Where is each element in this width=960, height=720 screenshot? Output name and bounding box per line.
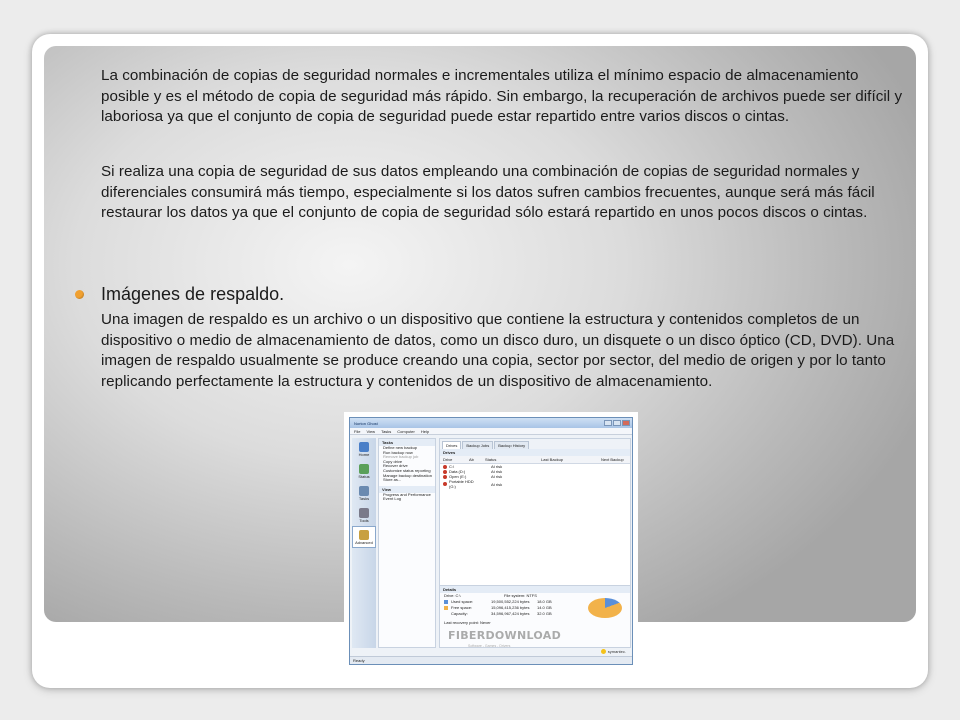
tasks-heading: Tasks: [379, 439, 435, 446]
details-heading: Details: [440, 586, 630, 593]
tab-drives: Drives: [442, 441, 461, 449]
main-tabs: [440, 439, 630, 449]
free-space-size: 14.0 GB: [537, 605, 552, 610]
drive-name: Portable HDD (G:): [449, 479, 474, 489]
drive-name: Open (E:): [449, 474, 467, 479]
app-statusbar: [350, 656, 632, 664]
drive-name: Data (D:): [449, 469, 466, 474]
view-heading: View: [379, 486, 435, 493]
minimize-icon: [604, 420, 612, 426]
tasks-pane: [378, 438, 436, 648]
tools-icon: [359, 508, 369, 518]
nav-advanced: [352, 526, 376, 548]
advanced-icon: [359, 530, 369, 540]
detail-row: [440, 620, 630, 626]
vendor-name: symantec.: [607, 649, 626, 654]
task-item: Store as...: [383, 478, 402, 483]
drives-heading: Drives: [440, 449, 630, 456]
nav-home-label: Home: [358, 451, 370, 457]
vendor-logo-icon: [601, 649, 606, 654]
task-item: Copy drive: [383, 459, 403, 464]
capacity-bytes: 34,596,967,424 bytes: [491, 611, 530, 616]
status-icon: [359, 464, 369, 474]
col-next-backup: Next Backup: [601, 457, 624, 462]
drive-status: At risk: [491, 469, 503, 474]
capacity-label: Capacity:: [451, 611, 468, 616]
home-icon: [359, 442, 369, 452]
warning-icon: [443, 482, 447, 486]
nav-tasks-label: Tasks: [358, 495, 370, 501]
task-item: Manage backup destination: [383, 473, 432, 478]
menu-file: File: [354, 428, 361, 434]
paragraph-backup-image-definition: Una imagen de respaldo es un archivo o un dispositivo que contiene la estructura y contenidos completos de un dispositivo o medio de almacenamiento de datos, como un disco duro, un disquete o un disco óptico (CD, DVD). Una imagen de respaldo usualmente se produce creando una copia, sector por sector, del medio de origen y por lo tanto replicando perfectamente la estructura y contenidos de un dispositivo de almacenamiento.: [101, 311, 895, 390]
used-space-bytes: 19,500,552,224 bytes: [491, 599, 530, 604]
used-space-size: 18.0 GB: [537, 599, 552, 604]
task-item: Define new backup: [383, 446, 418, 450]
disk-usage-pie-icon: [588, 598, 622, 618]
app-left-nav: [352, 438, 376, 648]
free-space-label: Free space:: [451, 605, 473, 610]
drive-label: Drive: C:\: [444, 593, 461, 598]
used-space-label: Used space:: [451, 599, 474, 604]
nav-status: [352, 460, 376, 482]
drive-status: At risk: [491, 481, 503, 487]
maximize-icon: [613, 420, 621, 426]
status-text: Ready: [353, 658, 365, 663]
tab-backup-jobs: Backup Jobs: [462, 441, 493, 449]
free-space-swatch-icon: [444, 606, 448, 610]
drive-status: At risk: [491, 464, 503, 469]
app-window: [349, 417, 633, 665]
tasks-icon: [359, 486, 369, 496]
drive-name: C:\: [449, 464, 455, 469]
capacity-size: 32.0 GB: [537, 611, 552, 616]
nav-tasks: [352, 482, 376, 504]
drives-column-header: [440, 456, 630, 464]
col-last-backup: Last Backup: [541, 457, 564, 462]
warning-icon: [443, 475, 447, 479]
nav-advanced-label: Advanced: [355, 539, 373, 545]
tab-backup-history: Backup History: [494, 441, 529, 449]
menu-help: Help: [420, 428, 430, 434]
used-space-swatch-icon: [444, 600, 448, 604]
task-item: Run backup now: [383, 450, 413, 455]
drives-main-pane: [439, 438, 631, 648]
nav-tools-label: Tools: [359, 517, 369, 523]
backup-app-screenshot: [344, 412, 638, 670]
watermark-text: FIBERDOWNLOAD: [448, 629, 562, 642]
close-icon: [622, 420, 630, 426]
view-item: Event Log: [383, 497, 402, 502]
nav-status-label: Status: [358, 473, 370, 479]
bullet-heading: Imágenes de respaldo.: [101, 283, 285, 304]
menu-computer: Computer: [397, 428, 415, 434]
menu-view: View: [366, 428, 376, 434]
free-space-bytes: 15,096,415,236 bytes: [491, 605, 530, 610]
col-ab: Ab: [469, 457, 474, 462]
col-status: Status: [485, 457, 497, 462]
paragraph-incremental-backup: La combinación de copias de seguridad normales e incrementales utiliza el mínimo espacio de almacenamiento posible y es el método de copia de seguridad más rápido. Sin embargo, la recuperación de archivos puede ser difícil y laboriosa ya que el conjunto de copia de seguridad puede estar repartido entre varios discos o cintas.: [101, 67, 903, 125]
last-recovery-label: Last recovery point: Never: [444, 620, 491, 625]
task-item: Recover drive: [383, 464, 408, 469]
nav-tools: [352, 504, 376, 526]
paragraph-differential-backup: Si realiza una copia de seguridad de sus datos empleando una combinación de copias de seguridad normales y diferenciales consumirá más tiempo, especialmente si los datos sufren cambios frecuentes, aunque será más fácil restaurar los datos ya que el conjunto de copia de seguridad sólo estará repartido en unos pocos discos o cintas.: [101, 163, 875, 221]
menu-tasks: Tasks: [381, 428, 392, 434]
col-drive: Drive: [443, 457, 453, 462]
app-title: Norton Ghost: [354, 420, 378, 426]
app-titlebar: [350, 418, 632, 428]
app-menubar: [350, 428, 632, 435]
drive-status: At risk: [491, 474, 503, 479]
bullet-dot-icon: [75, 290, 84, 299]
task-item: Remove backup job: [383, 455, 419, 460]
vendor-logo: [601, 649, 626, 654]
warning-icon: [443, 465, 447, 469]
bullet-backup-images: [75, 282, 284, 306]
table-row: [440, 479, 630, 489]
file-system-label: File system: NTFS: [504, 593, 537, 598]
view-item: Progress and Performance: [383, 492, 431, 497]
watermark-subtext: Software - Games - Drivers: [468, 644, 511, 648]
task-item: Customize status reporting: [383, 468, 431, 473]
nav-home: [352, 438, 376, 460]
warning-icon: [443, 470, 447, 474]
